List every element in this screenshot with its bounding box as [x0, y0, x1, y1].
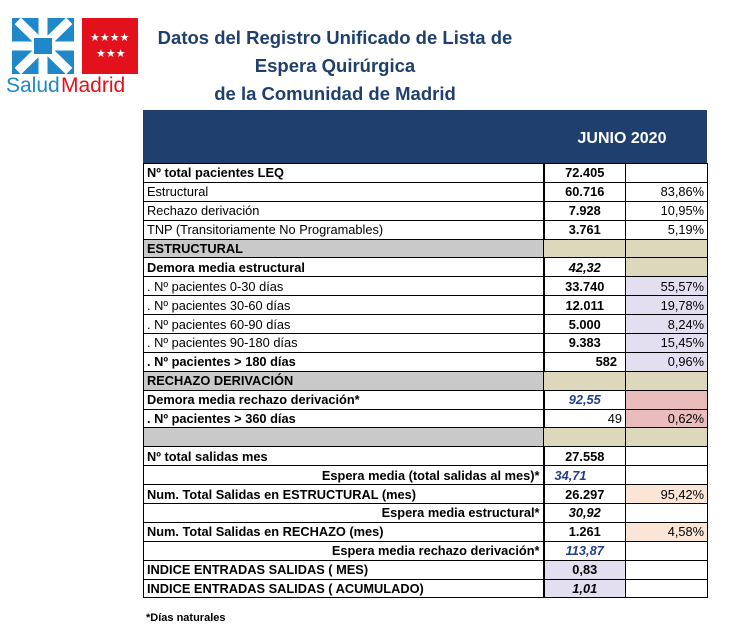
table-row	[144, 485, 708, 504]
section-label: RECHAZO DERIVACIÓN	[144, 371, 544, 390]
row-value: 34,71	[544, 466, 626, 485]
row-value: 7.928	[544, 201, 626, 220]
data-table	[143, 163, 708, 598]
row-pct	[626, 466, 708, 485]
row-pct	[626, 239, 708, 258]
row-pct	[626, 258, 708, 277]
page-title	[148, 24, 522, 108]
row-value: 30,92	[544, 504, 626, 523]
svg-text:Salud: Salud	[6, 74, 60, 97]
table-row	[144, 258, 708, 277]
row-value: 3.761	[544, 220, 626, 239]
table-row	[144, 409, 708, 428]
table-row	[144, 352, 708, 371]
table-row	[144, 560, 708, 579]
row-label: . Nº pacientes 30-60 días	[144, 296, 544, 315]
row-label: Espera media (total salidas al mes)*	[144, 466, 544, 485]
title-line-1: Datos del Registro Unificado de Lista de	[157, 27, 513, 48]
row-label: Num. Total Salidas en ESTRUCTURAL (mes)	[144, 485, 544, 504]
footnote: *Días naturales	[146, 612, 226, 624]
table-row	[144, 541, 708, 560]
row-value: 1.261	[544, 522, 626, 541]
table-row	[144, 164, 708, 183]
row-pct: 5,19%	[626, 220, 708, 239]
row-pct: 83,86%	[626, 182, 708, 201]
table-row	[144, 201, 708, 220]
row-pct: 19,78%	[626, 296, 708, 315]
row-value: 9.383	[544, 334, 626, 353]
section-label: ESTRUCTURAL	[144, 239, 544, 258]
section-row-rechazo	[144, 371, 708, 390]
row-pct	[626, 390, 708, 409]
spacer-row	[144, 428, 708, 447]
row-value: 92,55	[544, 390, 626, 409]
table-row	[144, 579, 708, 598]
svg-text:★★★★: ★★★★	[90, 31, 130, 44]
row-value: 582	[544, 352, 626, 371]
row-pct	[626, 164, 708, 183]
row-pct	[626, 447, 708, 466]
row-label: Nº total pacientes LEQ	[144, 164, 544, 183]
row-label: Demora media estructural	[144, 258, 544, 277]
saludmadrid-logo	[6, 12, 142, 98]
row-pct: 0,62%	[626, 409, 708, 428]
row-label: Num. Total Salidas en RECHAZO (mes)	[144, 522, 544, 541]
row-value: 60.716	[544, 182, 626, 201]
row-label: . Nº pacientes > 360 días	[144, 409, 544, 428]
row-label: INDICE ENTRADAS SALIDAS ( MES)	[144, 560, 544, 579]
row-value: 42,32	[544, 258, 626, 277]
row-value: 12.011	[544, 296, 626, 315]
row-value: 5.000	[544, 315, 626, 334]
row-pct: 4,58%	[626, 522, 708, 541]
row-label: . Nº pacientes 60-90 días	[144, 315, 544, 334]
row-value: 113,87	[544, 541, 626, 560]
table-row	[144, 220, 708, 239]
row-value: 49	[544, 409, 626, 428]
table-row	[144, 315, 708, 334]
row-label: Espera media rechazo derivación*	[144, 541, 544, 560]
row-value	[544, 371, 626, 390]
row-pct: 8,24%	[626, 315, 708, 334]
table-row	[144, 466, 708, 485]
row-label: . Nº pacientes > 180 días	[144, 352, 544, 371]
row-value	[544, 239, 626, 258]
row-value: 27.558	[544, 447, 626, 466]
title-line-2: Espera Quirúrgica	[254, 55, 416, 76]
row-pct	[626, 560, 708, 579]
row-pct	[626, 504, 708, 523]
row-label: . Nº pacientes 90-180 días	[144, 334, 544, 353]
svg-text:★★★: ★★★	[96, 47, 126, 60]
row-label: Espera media estructural*	[144, 504, 544, 523]
row-label: Demora media rechazo derivación*	[144, 390, 544, 409]
row-value: 72.405	[544, 164, 626, 183]
row-label	[144, 428, 544, 447]
row-value: 1,01	[544, 579, 626, 598]
table-row	[144, 182, 708, 201]
row-value	[544, 428, 626, 447]
row-value: 26.297	[544, 485, 626, 504]
row-label: . Nº pacientes 0-30 días	[144, 277, 544, 296]
row-value: 0,83	[544, 560, 626, 579]
row-label: Estructural	[144, 182, 544, 201]
month-header: JUNIO 2020	[577, 130, 667, 147]
row-pct: 0,96%	[626, 352, 708, 371]
row-label: Rechazo derivación	[144, 201, 544, 220]
row-pct	[626, 371, 708, 390]
row-label: INDICE ENTRADAS SALIDAS ( ACUMULADO)	[144, 579, 544, 598]
table-row	[144, 390, 708, 409]
table-row	[144, 504, 708, 523]
table-row	[144, 447, 708, 466]
table-row	[144, 296, 708, 315]
svg-text:Madrid: Madrid	[61, 74, 126, 97]
row-pct: 10,95%	[626, 201, 708, 220]
table-row	[144, 277, 708, 296]
row-pct: 95,42%	[626, 485, 708, 504]
row-pct	[626, 428, 708, 447]
row-value: 33.740	[544, 277, 626, 296]
row-pct	[626, 541, 708, 560]
row-label: Nº total salidas mes	[144, 447, 544, 466]
section-row-estructural	[144, 239, 708, 258]
row-pct: 15,45%	[626, 334, 708, 353]
title-line-3: de la Comunidad de Madrid	[214, 83, 456, 104]
row-pct: 55,57%	[626, 277, 708, 296]
row-label: TNP (Transitoriamente No Programables)	[144, 220, 544, 239]
table-row	[144, 334, 708, 353]
table-row	[144, 522, 708, 541]
row-pct	[626, 579, 708, 598]
